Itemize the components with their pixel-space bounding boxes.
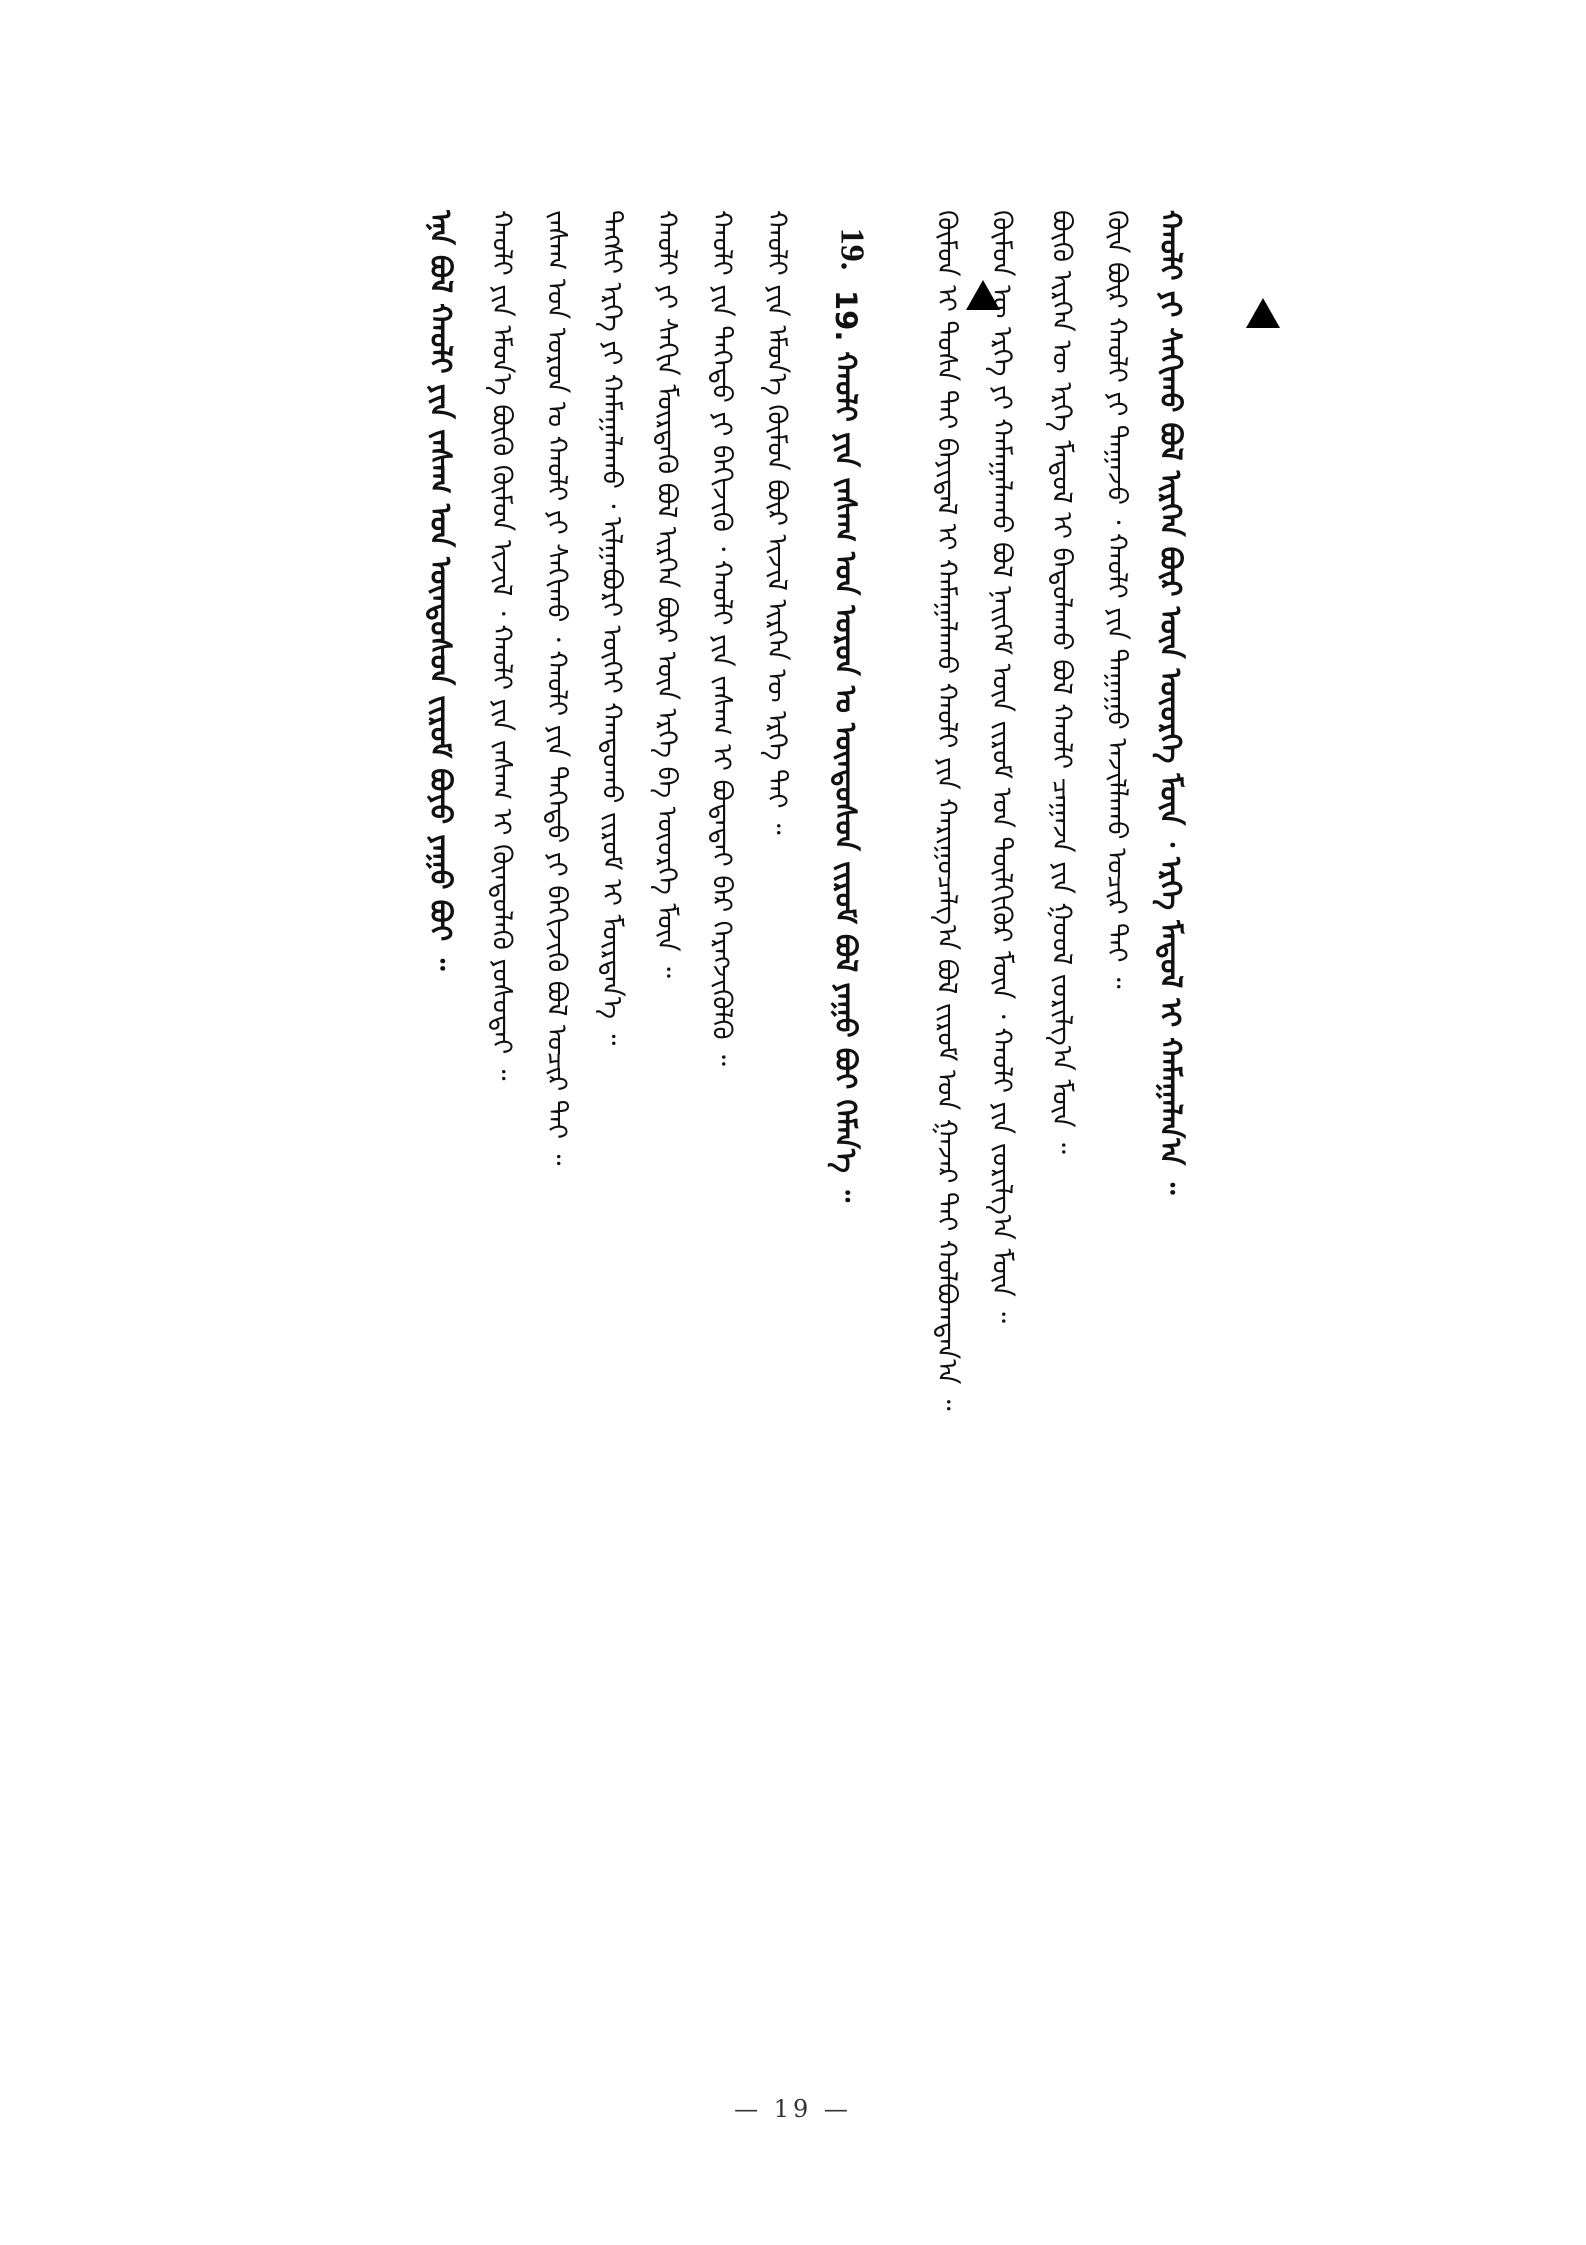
text-line-3: ᠪᠦᠬᠦ ᠢᠷᠭᠡᠨ ᠦ ᠡᠷᠬᠡ ᠮᠡᠳᠦᠯ ᠢ ᠪᠠᠲᠤᠯᠠᠬᠤ ᠪᠣᠯ ᠬᠠᠤᠯᠢ ᠴᠠᠭᠠᠵᠠ ᠶᠢᠨ ᠭᠣᠤᠯ ᠵᠣᠷᠢᠯᠭ᠎ᠠ ᠮᠥᠨ ᠃ [1046,210,1077,1154]
question-number: 19. [833,227,871,271]
text-line-4: ᠬᠦᠨ ᠪᠦᠷ ᠬᠠᠤᠯᠢ ᠶᠢ ᠳᠠᠭᠠᠵᠤ ᠂ ᠬᠠᠤᠯᠢ ᠶᠢᠨ ᠳᠠᠭᠠᠭᠤ ᠠᠵᠢᠯᠯᠠᠬᠤ ᠤᠴᠢᠷ ᠲᠠᠢ ᠃ [1101,210,1132,989]
text-line-2: ᠬᠦᠮᠦᠨ ᠦ ᠡᠷᠬᠡ ᠶᠢ ᠬᠠᠮᠠᠭᠠᠯᠠᠬᠤ ᠪᠣᠯ ᠨᠡᠢᠭᠡᠮ ᠦᠨ ᠵᠢᠷᠤᠮ ᠤᠨ ᠲᠦᠯᠬᠢᠭᠦᠷ ᠮᠥᠨ ᠂ ᠬᠠᠤᠯᠢ ᠶᠢᠨ ᠵᠣᠷᠢᠯᠭ᠎ᠠ ᠮᠥᠨ ᠃ [986,210,1017,1324]
question-title: 19. ᠬᠠᠤᠯᠢ ᠶᠢᠨ ᠵᠠᠰᠠᠭ ᠤᠨ ᠣᠷᠣᠨ ᠤ ᠦᠨᠳᠦᠰᠦᠨ ᠵᠢᠷᠤᠮ ᠪᠣᠯ ᠶᠠᠭᠤ ᠪᠣᠢ ᠬᠡᠮᠡᠨ᠎ᠡ ᠃ [829,290,863,1203]
text-line-9: ᠲᠡᠭᠰᠢ ᠡᠷᠬᠡ ᠶᠢ ᠬᠠᠮᠠᠭᠠᠯᠠᠬᠤ ᠂ ᠢᠯᠭᠠᠪᠤᠷᠢ ᠦᠭᠡᠢ ᠬᠠᠨᠳᠤᠬᠤ ᠵᠢᠷᠤᠮ ᠢ ᠮᠥᠷᠳᠡᠨ᠎ᠡ ᠃ [596,210,627,1046]
text-line-10: ᠵᠠᠰᠠᠭ ᠤᠨ ᠣᠷᠣᠨ ᠤ ᠬᠠᠤᠯᠢ ᠶᠢ ᠰᠠᠬᠢᠬᠤ ᠂ ᠬᠠᠤᠯᠢ ᠶᠢᠨ ᠳᠡᠭᠡᠳᠦ ᠶᠢ ᠪᠡᠬᠢᠵᠢᠬᠦ ᠪᠣᠯ ᠤᠴᠢᠷ ᠲᠠᠢ ᠃ [541,210,572,1166]
text-line-8: ᠬᠠᠤᠯᠢ ᠶᠢ ᠰᠠᠬᠢᠨ ᠮᠦᠷᠳᠡᠬᠦ ᠪᠣᠯ ᠢᠷᠭᠡᠨ ᠪᠦᠷ ᠦᠨ ᠡᠷᠬᠡ ᠪᠠ ᠦᠦᠷᠭᠡ ᠮᠥᠨ ᠃ [651,210,682,978]
triangle-bullet-icon [1246,298,1280,328]
text-line-5: ᠬᠠᠤᠯᠢ ᠶᠢ ᠰᠠᠬᠢᠬᠤ ᠪᠣᠯ ᠢᠷᠭᠡᠨ ᠪᠦᠷ ᠦᠨ ᠦᠦᠷᠭᠡ ᠮᠥᠨ ᠂ ᠡᠷᠬᠡ ᠮᠡᠳᠦᠯ ᠢ ᠬᠠᠮᠠᠭᠠᠯᠠᠨ᠎ᠠ ᠃ [1154,210,1188,1195]
text-line-7: ᠬᠠᠤᠯᠢ ᠶᠢᠨ ᠳᠡᠭᠡᠳᠦ ᠶᠢ ᠪᠡᠬᠢᠵᠢᠬᠦ ᠂ ᠬᠠᠤᠯᠢ ᠶᠢᠨ ᠵᠠᠰᠠᠭ ᠢ ᠪᠣᠳᠠᠲᠠᠢ ᠪᠡᠷ ᠬᠡᠷᠡᠭᠵᠢᠬᠦᠯᠬᠦ ᠃ [706,210,737,1066]
page-number: — 19 — [734,2095,852,2123]
text-line-12: ᠡᠨᠡ ᠪᠣᠯ ᠬᠠᠤᠯᠢ ᠶᠢᠨ ᠵᠠᠰᠠᠭ ᠤᠨ ᠦᠨᠳᠦᠰᠦᠨ ᠵᠢᠷᠤᠮ ᠪᠤᠶᠤ ᠶᠠᠭᠤ ᠪᠣᠢ ᠃ [424,210,458,971]
text-line-1: ᠬᠦᠮᠦᠨ ᠢ ᠲᠤᠰᠠ ᠲᠠᠢ ᠪᠠᠶᠢᠳᠠᠯ ᠢ ᠬᠠᠮᠠᠭᠠᠯᠠᠬᠤ ᠬᠠᠤᠯᠢ ᠶᠢᠨ ᠬᠠᠷᠢᠭᠤᠴᠠᠯᠭ᠎ᠠ ᠪᠣᠯ ᠵᠢᠷᠤᠮ ᠤᠨ ᠭᠠᠵᠠᠷ ᠲᠠᠢ ᠬᠣᠯᠪᠣᠭᠳᠠᠨ᠎ᠠ ᠃ [931,210,962,1411]
text-line-11: ᠬᠠᠤᠯᠢ ᠶᠢᠨ ᠡᠮᠦᠨ᠎ᠡ ᠪᠦᠬᠦ ᠬᠦᠮᠦᠨ ᠢᠵᠢᠯ ᠂ ᠬᠠᠤᠯᠢ ᠶᠢᠨ ᠵᠠᠰᠠᠭ ᠢ ᠬᠦᠨᠳᠦᠯᠡᠬᠦ ᠶᠣᠰᠣᠲᠠᠢ ᠃ [486,210,517,1081]
triangle-bullet-icon [966,280,1000,310]
text-line-6: ᠬᠠᠤᠯᠢ ᠶᠢᠨ ᠡᠮᠦᠨ᠎ᠡ ᠬᠦᠮᠦᠨ ᠪᠦᠷ ᠢᠵᠢᠯ ᠢᠷᠭᠡᠨ ᠦ ᠡᠷᠬᠡ ᠲᠠᠢ ᠃ [761,210,792,835]
